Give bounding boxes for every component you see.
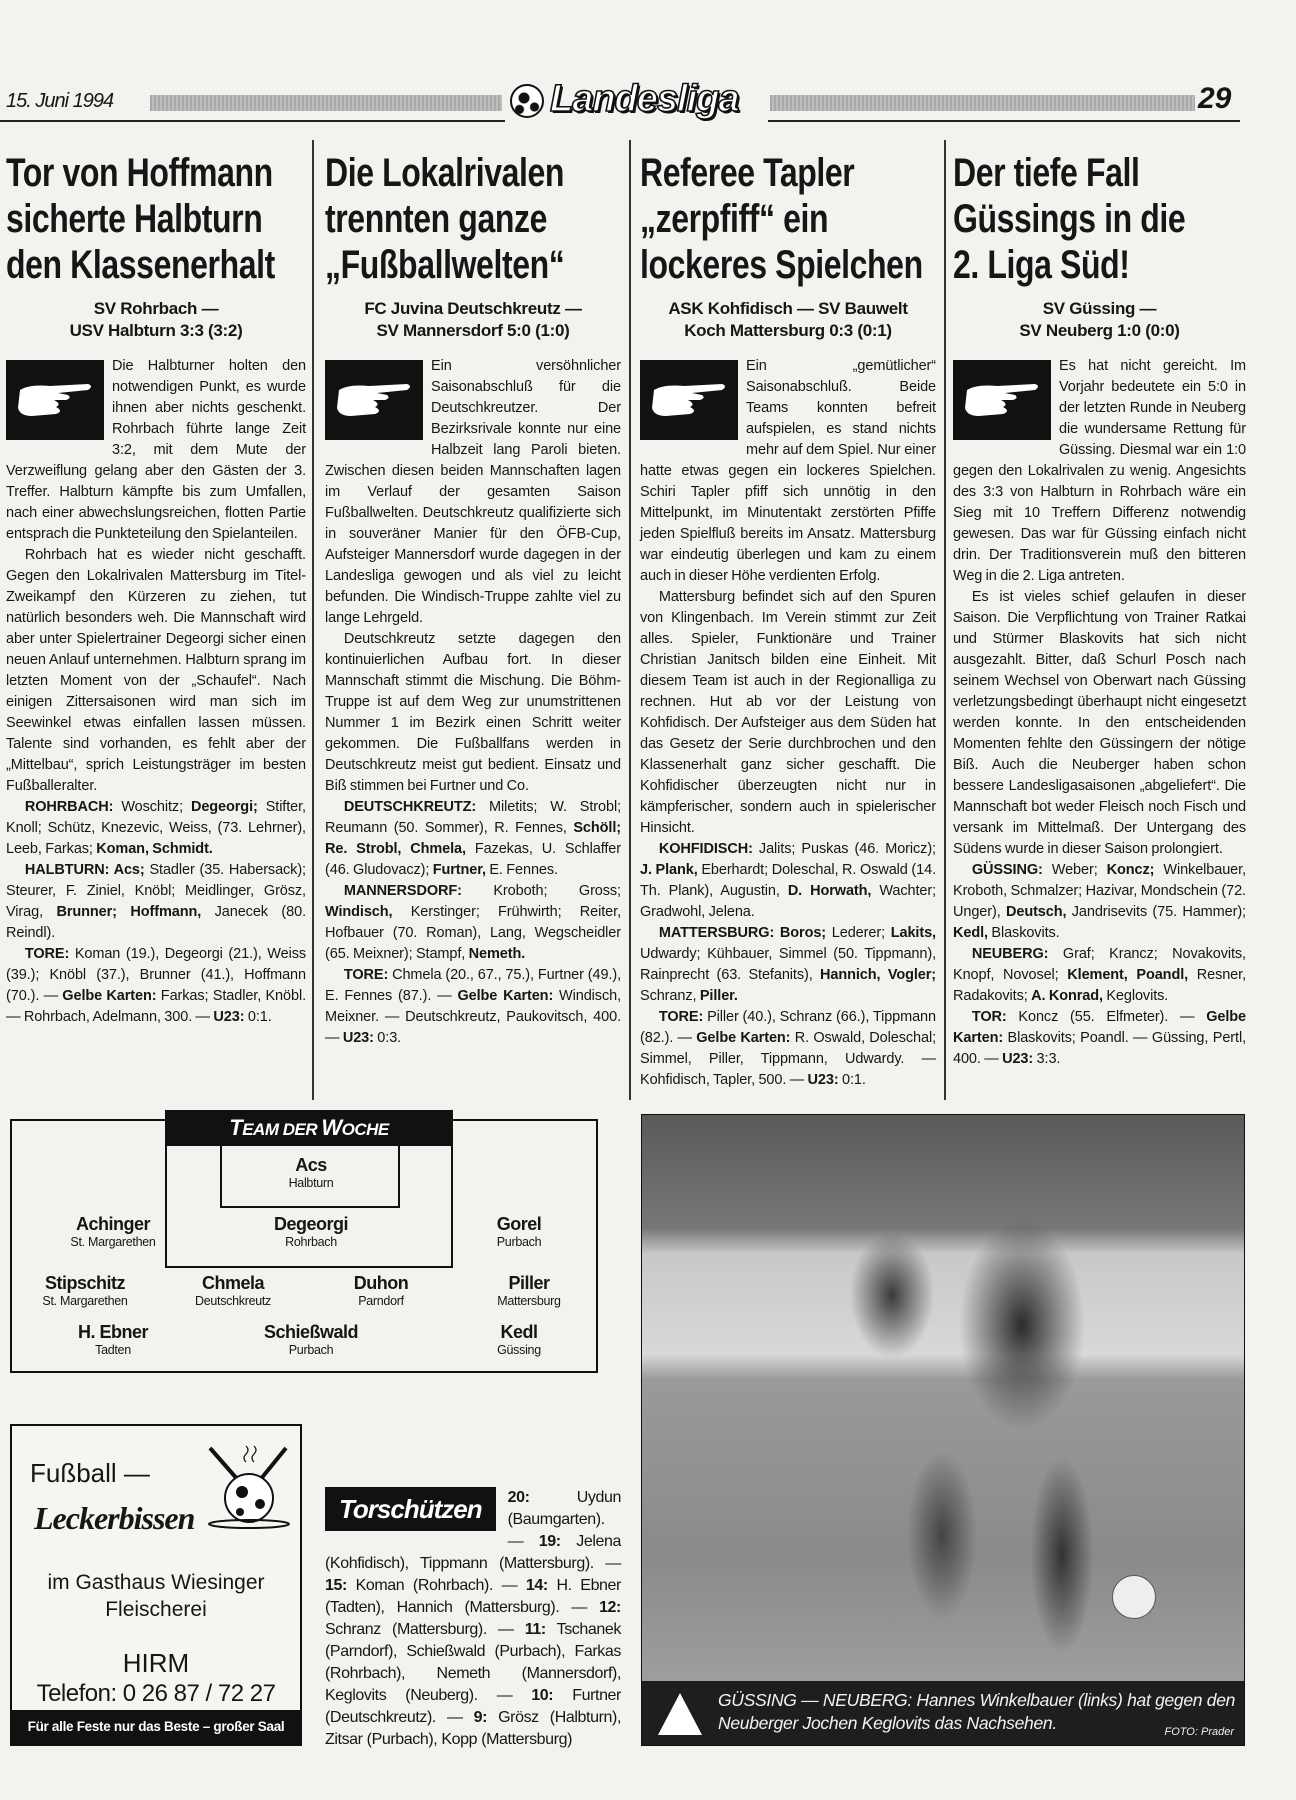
bold-text: U23: xyxy=(342,1030,374,1046)
ad-footer: Für alle Feste nur das Beste – großer Saal xyxy=(12,1710,300,1744)
player-name: Acs xyxy=(295,1155,327,1175)
headline xyxy=(953,150,1246,288)
lineup xyxy=(953,860,1246,944)
player xyxy=(226,1322,396,1358)
paragraph: Deutschkreutz setzte dagegen den kontinuierlichen Aufbau fort. In dieser Mannschaft stimmt die Mischung. Die Böhm-Truppe ist auf dem Weg zur unumstrittenen Nummer 1 im Bezirk einen Schritt weiter gekommen. Die Fußballfans werden in Deutschkreutz meist gut bedient. Einsatz und Biß stimmen bei Furtner und Co. xyxy=(325,631,621,794)
lineup xyxy=(6,860,306,944)
player xyxy=(434,1214,604,1250)
article-body xyxy=(640,356,936,1091)
lineup xyxy=(640,839,936,923)
title-part: OCHE xyxy=(341,1120,389,1139)
text: Farkas; Stadler, Knöbl. — Rohrbach, Adelmann, 300. — xyxy=(6,988,306,1025)
bold-text: Deutsch, xyxy=(1005,904,1067,920)
pointing-hand-icon xyxy=(6,360,104,440)
text: Jalits; Puskas (46. Moricz); xyxy=(752,841,936,857)
player-club: St. Margarethen xyxy=(70,1235,156,1249)
text: Graf; Krancz; Novakovits, Knopf, Novosel; xyxy=(953,946,1246,983)
bold-text: 12: xyxy=(599,1599,621,1616)
bold-text: Piller. xyxy=(699,988,738,1004)
bold-text: Koman, Schmidt. xyxy=(96,841,213,857)
ball-in-photo xyxy=(1112,1575,1156,1619)
player xyxy=(296,1273,466,1309)
player xyxy=(226,1155,396,1191)
text: Stifter, Knoll; Schütz, Knezevic, Weiss, (73. Lehrner), Leeb, Farkas; xyxy=(6,799,306,857)
bold-text: Nemeth. xyxy=(468,946,526,962)
bold-text: NEUBERG: xyxy=(971,946,1049,962)
text: Blaskovits; Poandl. — Güssing, Pertl, 400. — xyxy=(953,1030,1246,1067)
match-result-line: SV Rohrbach — xyxy=(93,299,219,318)
bold-text: TOR: xyxy=(971,1009,1007,1025)
player-name: Stipschitz xyxy=(44,1273,125,1293)
player-name: H. Ebner xyxy=(77,1322,148,1342)
bold-text: Schöll; Re. Strobl, Chmela, xyxy=(325,820,621,857)
match-result xyxy=(640,298,936,342)
player-name: Piller xyxy=(508,1273,550,1293)
bold-text: MATTERSBURG: Boros; xyxy=(658,925,827,941)
player-club: Halbturn xyxy=(288,1176,334,1190)
bold-text: 10: xyxy=(531,1687,554,1704)
section-logo: Landesliga xyxy=(550,78,739,120)
bold-text: Gelbe Karten: xyxy=(696,1030,791,1046)
headline xyxy=(640,150,936,288)
text: Keglovits. xyxy=(1102,988,1169,1004)
text: Koncz (55. Elfmeter). — xyxy=(1006,1009,1207,1025)
paragraph: Rohrbach hat es wieder nicht geschafft. Gegen den Lokalrivalen Mattersburg im Titel-Zweikampf den Kürzeren zu ziehen, tut natürlich besonders weh. Die Mannschaft wird aber unter Spielertrainer Degeorgi sicher einen neuen Anlauf unternehmen. Halbturn sprang im letzten Moment von der „Schaufel“. Nach einigen Zittersaisonen wird man sich im Seewinkel etwas einfallen lassen müssen. Talente sind vorhanden, es fehlt aber der „Mittelbau“, sprich Leistungsträger im besten Fußballeralter. xyxy=(6,547,306,794)
headline xyxy=(6,150,306,288)
bold-text: U23: xyxy=(213,1009,245,1025)
player xyxy=(444,1273,614,1309)
headline-line: Güssings in die xyxy=(953,197,1186,241)
photo-credit: FOTO: Prader xyxy=(1164,1726,1234,1738)
bold-text: GÜSSING: xyxy=(971,862,1043,878)
bold-text: Gelbe Karten: xyxy=(953,1009,1246,1046)
bold-text: 19: xyxy=(538,1533,561,1550)
article-body xyxy=(953,356,1246,1070)
lineup xyxy=(953,1007,1246,1070)
lineup xyxy=(953,944,1246,1007)
paragraph: Es hat nicht gereicht. Im Vorjahr bedeutete ein 5:0 in der letzten Runde in Neuberg die wundersame Rettung für Güssing. Diesmal war ein 1:0 gegen den Lokalrivalen zu wenig. Angesichts des 3:3 von Halbturn in Rohrbach wäre ein Sieg mit 10 Treffern Differenz notwendig gewesen. Das war für Güssing einfach nicht drin. Der Traditionsverein muß den bitteren Weg in die 2. Liga antreten. xyxy=(953,358,1246,584)
text: Resner, Radakovits; xyxy=(953,967,1247,1004)
text: Eberhardt; Doleschal, R. Oswald (14. Th. Plank), Augustin, xyxy=(640,862,937,899)
article xyxy=(6,150,306,1028)
title-part: EAM DER xyxy=(242,1120,322,1139)
text: Piller (40.), Schranz (66.), Tippmann (82.). — xyxy=(640,1009,936,1046)
text: Schranz, xyxy=(640,988,700,1004)
player-club: Güssing xyxy=(497,1343,541,1357)
text: Blaskovits. xyxy=(987,925,1060,941)
bold-text: Kedl, xyxy=(953,925,988,941)
bold-text: Windisch, xyxy=(325,904,393,920)
player xyxy=(28,1214,198,1250)
player-club: St. Margarethen xyxy=(42,1294,128,1308)
pointing-hand-icon xyxy=(953,360,1051,440)
text: Weber; xyxy=(1042,862,1107,878)
player-club: Purbach xyxy=(288,1343,334,1357)
text: Tschanek (Parndorf), Schießwald (Purbach), Farkas (Rohrbach), Nemeth (Mannersdorf), Keglovits (Neuberg). — xyxy=(325,1621,621,1704)
headline-line: Tor von Hoffmann xyxy=(6,151,273,195)
text: Koman (19.), Degeorgi (21.), Weiss (39.); Knöbl (37.), Brunner (41.), Hoffmann (70.). — xyxy=(6,946,306,1004)
football-icon xyxy=(510,84,544,118)
headline xyxy=(325,150,621,288)
bold-text: TORE: xyxy=(343,967,389,983)
text: Schranz (Mattersburg). — xyxy=(325,1621,525,1638)
article-body xyxy=(325,356,621,1049)
bold-text: Gelbe Karten: xyxy=(457,988,554,1004)
player-club: Parndorf xyxy=(358,1294,404,1308)
text: Windisch, Meixner. — Deutschkreutz, Paukovitsch, 400. — xyxy=(325,988,622,1046)
ad-phone: Telefon: 0 26 87 / 72 27 xyxy=(36,1680,276,1707)
text: Koman (Rohrbach). — xyxy=(346,1577,526,1594)
text: Kroboth; Gross; xyxy=(461,883,621,899)
match-result xyxy=(953,298,1246,342)
text: Janecek (80. Reindl). xyxy=(6,904,306,941)
text: 3:3. xyxy=(1033,1051,1061,1067)
text: Uydun (Baumgarten). — xyxy=(507,1489,621,1550)
triangle-icon xyxy=(658,1693,702,1735)
text: Furtner (Deutschkreutz). — xyxy=(325,1687,621,1726)
football-plate-icon xyxy=(202,1440,294,1532)
bold-text: HALBTURN: Acs; xyxy=(24,862,145,878)
bold-text: Klement, Poandl, xyxy=(1067,967,1189,983)
player-club: Tadten xyxy=(95,1343,131,1357)
player-club: Rohrbach xyxy=(285,1235,337,1249)
text: Stadler (35. Habersack); Steurer, F. Ziniel, Knöbl; Meidlinger, Grösz, Virag, xyxy=(6,862,306,920)
bold-text: U23: xyxy=(1002,1051,1034,1067)
advertisement xyxy=(10,1424,302,1746)
ad-headline: Fußball — xyxy=(30,1458,150,1488)
match-photo xyxy=(641,1114,1245,1746)
article xyxy=(640,150,936,1091)
text: Woschitz; xyxy=(113,799,191,815)
player-club: Mattersburg xyxy=(497,1294,561,1308)
player-name: Achinger xyxy=(75,1214,150,1234)
headline-line: sicherte Halbturn xyxy=(6,197,263,241)
issue-date: 15. Juni 1994 xyxy=(6,90,114,112)
match-result-line: SV Güssing — xyxy=(1042,299,1157,318)
paragraph: Mattersburg befindet sich auf den Spuren von Klingenbach. Im Verein stimmt zur Zeit alles. Spieler, Funktionäre und Trainer Christian Janitsch bilden eine Einheit. Mit diesem Team ist auch in der Regionalliga zu rechnen. Hut ab vor der Leistung von Kohfidisch. Der Aufsteiger aus dem Süden hat das Gesetz der Serie durchbrochen und den Klassenerhalt ganz sicher geschafft. Die Kohfidischer überzeugten nicht nur in kämpferischer, sondern auch in spielerischer Hinsicht. xyxy=(640,589,936,836)
bold-text: 11: xyxy=(524,1621,546,1638)
text: Miletits; W. Strobl; Reumann (50. Sommer), R. Fennes, xyxy=(325,799,621,836)
bold-text: KOHFIDISCH: xyxy=(658,841,753,857)
headline-line: „zerpfiff“ ein xyxy=(640,197,829,241)
text: R. Oswald, Doleschal; Simmel, Piller, Tippmann, Udwardy. — Kohfidisch, Tapler, 500. — xyxy=(640,1030,936,1088)
player-name: Gorel xyxy=(496,1214,542,1234)
bold-text: Degeorgi; xyxy=(190,799,258,815)
headline-line: „Fußballwelten“ xyxy=(325,243,565,287)
article-body xyxy=(6,356,306,1028)
bold-text: Koncz; xyxy=(1106,862,1155,878)
player xyxy=(226,1214,396,1250)
match-result xyxy=(325,298,621,342)
player-name: Degeorgi xyxy=(273,1214,348,1234)
match-result-line: USV Halbturn 3:3 (3:2) xyxy=(69,321,243,340)
page-number: 29 xyxy=(1198,82,1232,115)
bold-text: TORE: xyxy=(658,1009,704,1025)
headline-line: lockeres Spielchen xyxy=(640,243,923,287)
title-part: W xyxy=(321,1115,342,1140)
ad-town: HIRM xyxy=(122,1648,190,1678)
bold-text: D. Horwath, xyxy=(787,883,872,899)
paragraph: Ein „gemütlicher“ Saisonabschluß. Beide Teams konnten befreit aufspielen, es stand nichts mehr auf dem Spiel. Nur einer hatte etwas gegen ein lockeres Spielchen. Schiri Tapler pfiff sich unnötig in den Mittelpunkt, im Minutentakt zerstörten Pfiffe jeden Spielfluß bereits im Ansatz. Mattersburg war eindeutig überlegen und kam zu einem auch in dieser Höhe verdienten Erfolg. xyxy=(640,358,936,584)
title-part: T xyxy=(229,1115,243,1140)
player-name: Duhon xyxy=(353,1273,409,1293)
text: H. Ebner (Tadten), Hannich (Mattersburg). — xyxy=(325,1577,621,1616)
lineup xyxy=(325,965,621,1049)
header-bar-right xyxy=(770,95,1195,111)
bold-text: 14: xyxy=(525,1577,548,1594)
column-divider xyxy=(312,140,314,1100)
bold-text: Lakits, xyxy=(890,925,936,941)
text: Grösz (Halbturn), Zitsar (Purbach), Kopp (Mattersburg) xyxy=(325,1709,621,1748)
bold-text: DEUTSCHKREUTZ: xyxy=(343,799,477,815)
lineup xyxy=(6,797,306,860)
bold-text: Brunner; Hoffmann, xyxy=(56,904,202,920)
bold-text: Hannich, Vogler; xyxy=(820,967,937,983)
text: Winkelbauer, Kroboth, Schmalzer; Hazivar, Mondschein (72. Unger), xyxy=(953,862,1246,920)
match-result-line: SV Mannersdorf 5:0 (1:0) xyxy=(376,321,570,340)
bold-text: MANNERSDORF: xyxy=(343,883,462,899)
header-bar-left xyxy=(150,95,502,111)
text: Fazekas, U. Schlaffer (46. Gludovacz); xyxy=(325,841,621,878)
bold-text: J. Plank, xyxy=(640,862,698,878)
paragraph: Die Halbturner holten den notwendigen Punkt, es wurde ihnen aber nichts geschenkt. Rohrbach führte lange Zeit 3:2, mit dem Mute der Verzweiflung gelang aber den Gästen der 3. Treffer. Halbturn kämpfte bis zum Umfallen, nach einer abwechslungsreichen, flotten Partie entsprach die Punkteteilung den Spielanteilen. xyxy=(6,358,306,542)
text: Jandrisevits (75. Hammer); xyxy=(1066,904,1246,920)
match-result-line: Koch Mattersburg 0:3 (0:1) xyxy=(684,321,892,340)
headline-line: den Klassenerhalt xyxy=(6,243,275,287)
match-result-line: SV Neuberg 1:0 (0:0) xyxy=(1019,321,1180,340)
ad-business: Fleischerei xyxy=(105,1598,207,1621)
player-club: Purbach xyxy=(496,1235,542,1249)
bold-text: 9: xyxy=(473,1709,488,1726)
lineup xyxy=(640,923,936,1007)
match-result-line: FC Juvina Deutschkreutz — xyxy=(364,299,582,318)
text: 0:1. xyxy=(838,1072,866,1088)
headline-line: Der tiefe Fall xyxy=(953,151,1140,195)
match-result xyxy=(6,298,306,342)
photo-caption-bar xyxy=(642,1681,1244,1745)
text: 0:3. xyxy=(373,1030,402,1046)
top-scorers-label: Torschützen xyxy=(325,1487,496,1531)
headline-line: Referee Tapler xyxy=(640,151,855,195)
paragraph: Es ist vieles schief gelaufen in dieser Saison. Die Verpflichtung von Trainer Ratkai und Stürmer Blaskovits hat sich nicht ausgezahlt. Bitter, daß Schurl Posch nach seinem Wechsel von Oberwart nach Güssing verletzungsbedingt überhaupt nicht eingesetzt werden konnte. In den entscheidenden Momenten fehlte den Güssingern der nötige Biß. Auch die Neuberger haben schon bessere Landesligasaisonen „abgeliefert“. Die Mannschaft bot weder Fleisch noch Fisch und versank im Mittelmaß. Der Untergang des Südens wurde in dieser Saison prolongiert. xyxy=(953,589,1246,857)
header-rule-right xyxy=(768,120,1240,122)
lineup xyxy=(640,1007,936,1091)
photo-caption: GÜSSING — NEUBERG: Hannes Winkelbauer (links) hat gegen den Neuberger Jochen Keglovits das Nachsehen. xyxy=(718,1690,1236,1733)
bold-text: U23: xyxy=(807,1072,839,1088)
player xyxy=(434,1322,604,1358)
column-divider xyxy=(629,140,631,1100)
text: Jelena (Kohfidisch), Tippmann (Mattersburg). — xyxy=(325,1533,621,1572)
bold-text: A. Konrad, xyxy=(1031,988,1103,1004)
lineup xyxy=(6,944,306,1028)
team-of-week-title xyxy=(165,1110,453,1146)
pointing-hand-icon xyxy=(325,360,423,440)
bold-text: ROHRBACH: xyxy=(24,799,114,815)
paragraph: Ein versöhnlicher Saisonabschluß für die Deutschkreutzer. Der Bezirksrivale konnte nur eine Halbzeit lang Paroli bieten. Zwischen diesen beiden Mannschaften lagen im Verlauf der gesamten Saison Fußballwelten. Deutschkreutz qualifizierte sich in souveräner Manier für den ÖFB-Cup, Aufsteiger Mannersdorf wurde dagegen in der Landesliga gewogen und als viel zu leicht befunden. Die Windisch-Truppe zahlte viel zu lange Lehrgeld. xyxy=(325,358,621,626)
player-club: Deutschkreutz xyxy=(195,1294,271,1308)
player xyxy=(0,1273,170,1309)
lineup xyxy=(325,797,621,881)
ad-script-title: Leckerbissen xyxy=(34,1500,195,1536)
player xyxy=(148,1273,318,1309)
player-name: Chmela xyxy=(201,1273,265,1293)
player xyxy=(28,1322,198,1358)
pointing-hand-icon xyxy=(640,360,738,440)
text: Udwardy; Kühbauer, Simmel (50. Tippmann), Rainprecht (63. Stefanits), xyxy=(640,946,936,983)
match-result-line: ASK Kohfidisch — SV Bauwelt xyxy=(668,299,908,318)
text: Chmela (20., 67., 75.), Furtner (49.), E. Fennes (87.). — xyxy=(325,967,621,1004)
headline-line: Die Lokalrivalen xyxy=(325,151,565,195)
ad-venue: im Gasthaus Wiesinger xyxy=(47,1571,265,1594)
player-name: Kedl xyxy=(500,1322,538,1342)
top-scorers xyxy=(325,1487,621,1751)
text: Wachter; Gradwohl, Jelena. xyxy=(640,883,937,920)
bold-text: 15: xyxy=(325,1577,347,1594)
text: Lederer; xyxy=(826,925,891,941)
headline-line: 2. Liga Süd! xyxy=(953,243,1130,287)
article xyxy=(325,150,621,1049)
bold-text: 20: xyxy=(507,1489,530,1506)
bold-text: TORE: xyxy=(24,946,70,962)
lineup xyxy=(325,881,621,965)
headline-line: trennten ganze xyxy=(325,197,547,241)
bold-text: Furtner, xyxy=(432,862,486,878)
text: Kerstinger; Frühwirth; Reiter, Hofbauer (70. Roman), Lang, Wegscheidler (65. Meixner); Stampf, xyxy=(325,904,621,962)
text: 0:1. xyxy=(244,1009,272,1025)
bold-text: Gelbe Karten: xyxy=(62,988,157,1004)
text: E. Fennes. xyxy=(485,862,558,878)
article xyxy=(953,150,1246,1070)
column-divider xyxy=(944,140,946,1100)
header-rule-left xyxy=(0,120,505,122)
player-name: Schießwald xyxy=(263,1322,359,1342)
